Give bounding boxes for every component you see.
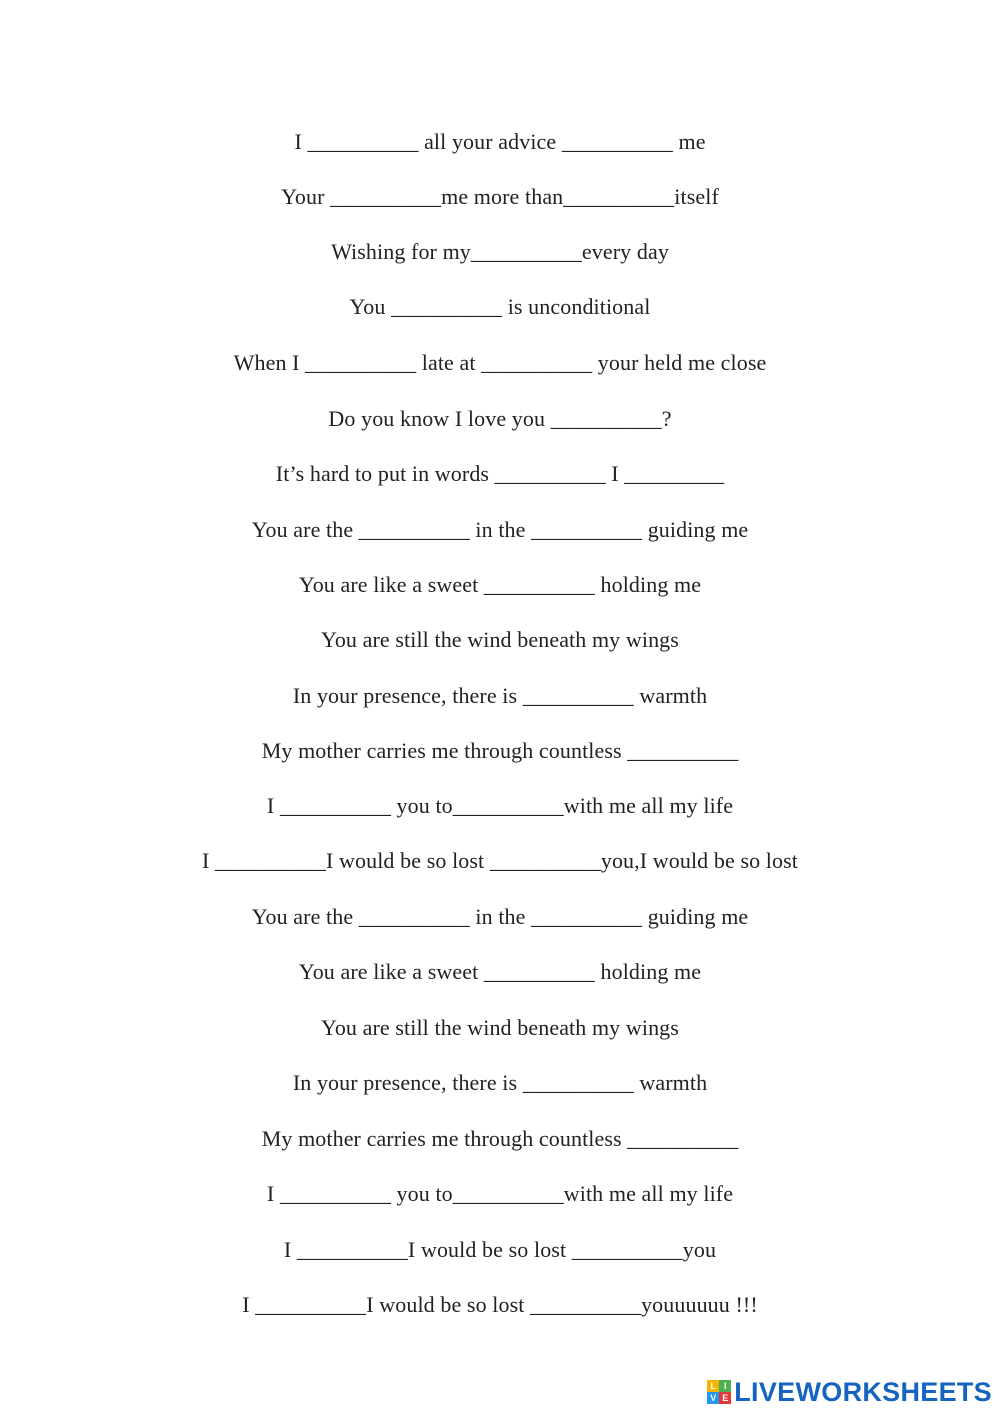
lyric-line-19: My mother carries me through countless __________ xyxy=(261,1126,739,1151)
lyric-line-14: I __________I would be so lost __________you,I would be so lost xyxy=(201,848,798,873)
lyric-line-2: Your __________me more than__________itself xyxy=(281,184,719,209)
lyric-line-16: You are like a sweet __________ holding me xyxy=(298,959,702,984)
lyric-line-7: It’s hard to put in words __________ I _________ xyxy=(275,461,725,486)
lyric-line-12: My mother carries me through countless __________ xyxy=(261,738,739,763)
lyric-line-21: I __________I would be so lost __________you xyxy=(283,1237,717,1262)
lyric-line-10: You are still the wind beneath my wings xyxy=(321,627,679,652)
lyric-line-20: I __________ you to__________with me all my life xyxy=(266,1181,734,1206)
badge-letter-v: V xyxy=(707,1392,719,1404)
lyric-line-22: I __________I would be so lost __________youuuuuu !!! xyxy=(242,1292,758,1317)
lyric-line-15: You are the __________ in the __________ guiding me xyxy=(251,904,749,929)
lyric-line-6: Do you know I love you __________? xyxy=(328,406,672,431)
lyric-line-3: Wishing for my__________every day xyxy=(331,239,669,264)
live-badge-icon xyxy=(707,1380,731,1404)
liveworksheets-logo[interactable] xyxy=(707,1375,992,1409)
lyric-line-13: I __________ you to__________with me all my life xyxy=(266,793,734,818)
lyric-line-9: You are like a sweet __________ holding me xyxy=(298,572,702,597)
lyric-line-5: When I __________ late at __________ your held me close xyxy=(233,350,767,375)
logo-text: LIVEWORKSHEETS xyxy=(734,1376,992,1407)
lyric-line-1: I __________ all your advice __________ me xyxy=(294,129,706,154)
lyric-line-4: You __________ is unconditional xyxy=(349,294,651,319)
badge-letter-l: L xyxy=(707,1380,719,1392)
lyric-line-11: In your presence, there is __________ warmth xyxy=(292,683,708,708)
badge-letter-i: I xyxy=(719,1380,731,1392)
badge-letter-e: E xyxy=(719,1392,731,1404)
lyric-line-8: You are the __________ in the __________ guiding me xyxy=(251,517,749,542)
lyric-line-18: In your presence, there is __________ warmth xyxy=(292,1070,708,1095)
lyric-line-17: You are still the wind beneath my wings xyxy=(321,1015,679,1040)
